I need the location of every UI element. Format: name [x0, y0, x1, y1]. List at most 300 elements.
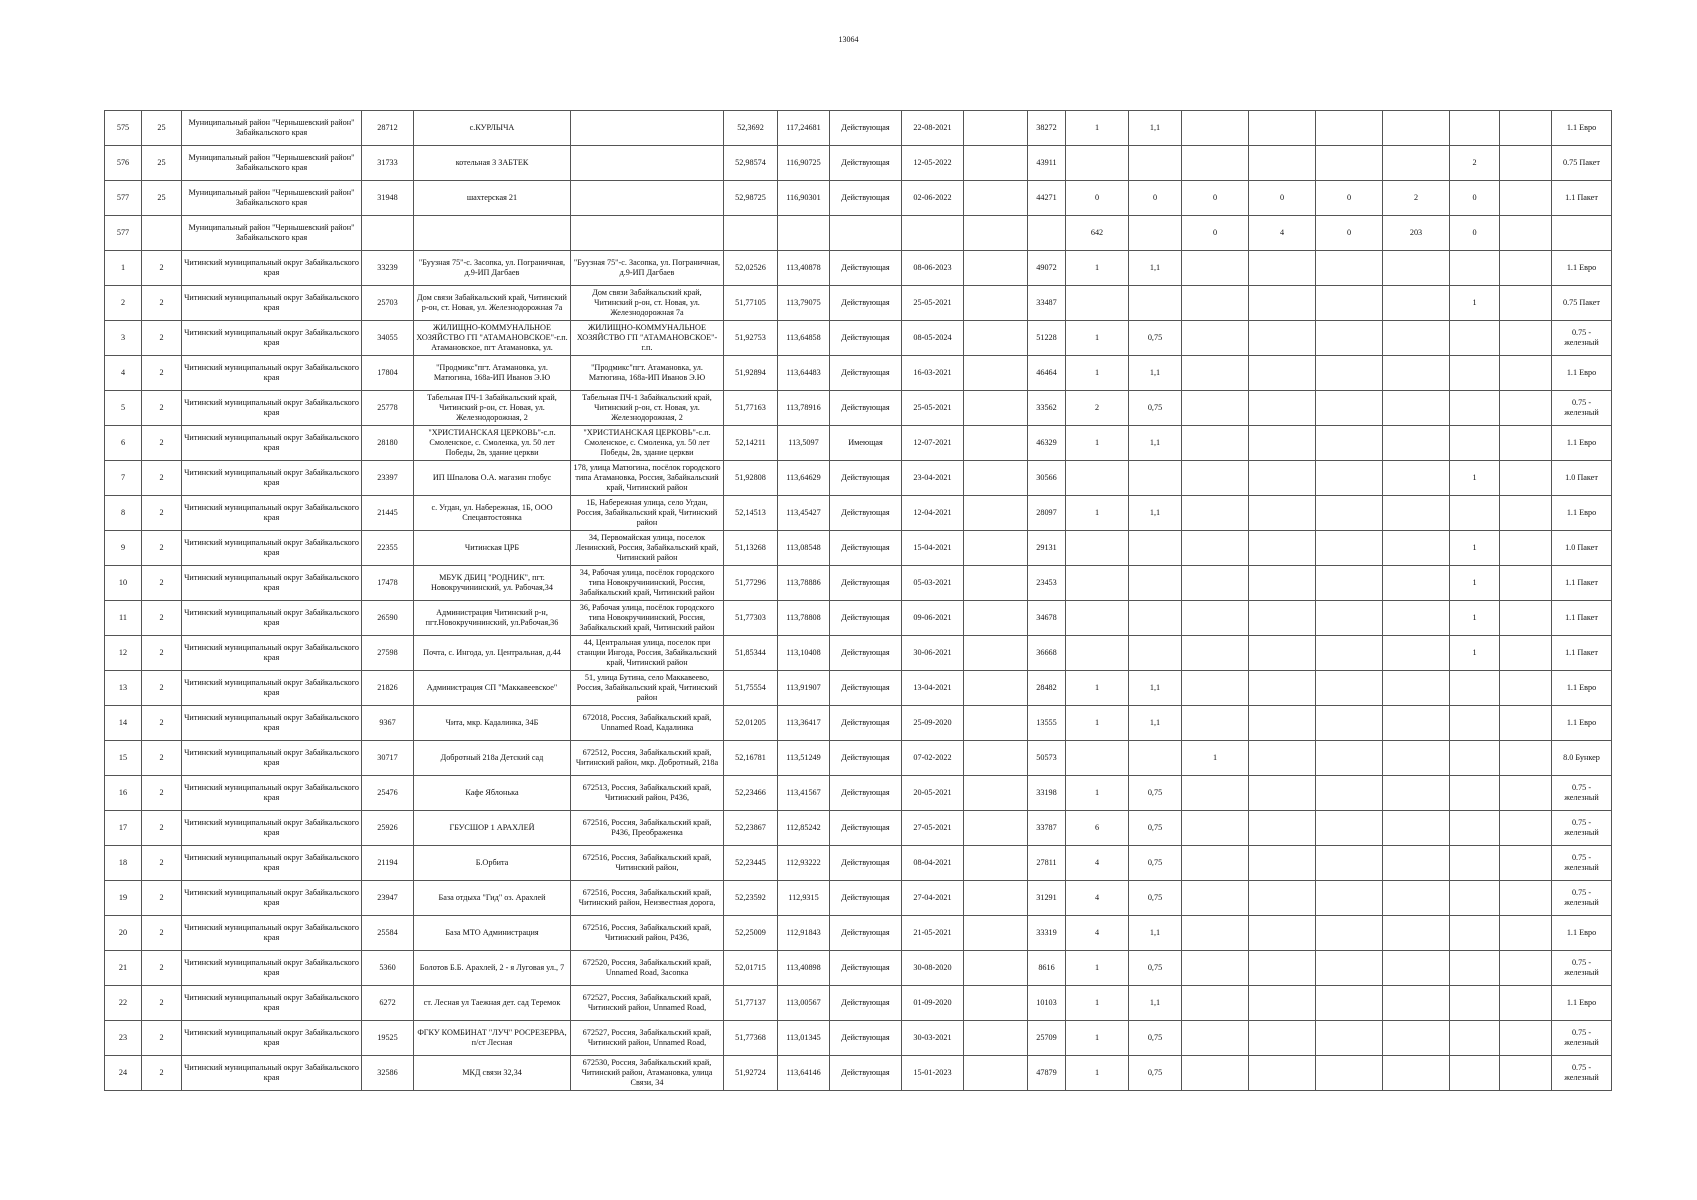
cell-col-o — [1182, 391, 1249, 426]
cell-site-address — [571, 636, 724, 671]
cell-row-number — [105, 566, 142, 601]
cell-col-t — [1500, 461, 1552, 496]
cell-text: 51,77368 — [735, 1033, 766, 1042]
cell-text: 0,75 — [1147, 1033, 1163, 1042]
cell-col-p — [1249, 391, 1316, 426]
cell-text: 1,1 — [1149, 123, 1161, 132]
cell-col-s — [1450, 146, 1500, 181]
cell-site-address — [571, 251, 724, 286]
cell-site-address — [571, 846, 724, 881]
cell-col-r — [1383, 391, 1450, 426]
cell-text: Администрация Читинский р-н, пгт.Новокручининский, ул.Рабочая,36 — [425, 608, 559, 627]
cell-registry-number — [1028, 321, 1066, 356]
cell-text: 1.1 Евро — [1566, 438, 1597, 447]
cell-col-q — [1316, 391, 1383, 426]
cell-col-o — [1182, 951, 1249, 986]
cell-col-r — [1383, 811, 1450, 846]
cell-text: 1.1 Евро — [1566, 508, 1597, 517]
cell-date — [902, 566, 964, 601]
cell-row-number — [105, 671, 142, 706]
cell-registry-number — [1028, 356, 1066, 391]
table-row — [105, 426, 1612, 461]
cell-text: 2 — [1094, 403, 1100, 412]
cell-text: 113,51249 — [786, 753, 821, 762]
cell-text: 113,5097 — [788, 438, 819, 447]
cell-text: 49072 — [1036, 263, 1057, 272]
cell-text: 4 — [1094, 858, 1100, 867]
cell-text: 13-04-2021 — [913, 683, 952, 692]
cell-row-number — [105, 321, 142, 356]
cell-text: 4 — [1094, 928, 1100, 937]
cell-text: 1,1 — [1149, 508, 1161, 517]
cell-registry-number — [1028, 881, 1066, 916]
cell-text: Читинский муниципальный округ Забайкальского края — [184, 818, 359, 837]
cell-date — [902, 321, 964, 356]
cell-col-s — [1450, 321, 1500, 356]
cell-text: 33487 — [1036, 298, 1057, 307]
cell-municipality — [182, 881, 362, 916]
cell-text: 08-05-2024 — [913, 333, 952, 342]
cell-col-o — [1182, 146, 1249, 181]
cell-date — [902, 846, 964, 881]
cell-latitude — [724, 496, 778, 531]
cell-container-volume — [1129, 286, 1182, 321]
cell-col-p — [1249, 601, 1316, 636]
cell-col-p — [1249, 356, 1316, 391]
cell-text: 12-07-2021 — [913, 438, 952, 447]
cell-text: 52,23592 — [735, 893, 766, 902]
cell-text: 09-06-2021 — [913, 613, 952, 622]
cell-container-volume — [1129, 496, 1182, 531]
cell-text: шахтерская 21 — [466, 193, 518, 202]
cell-container-count — [1066, 146, 1129, 181]
cell-container-count — [1066, 951, 1129, 986]
cell-site-name — [414, 286, 571, 321]
cell-date — [902, 286, 964, 321]
cell-text: Читинский муниципальный округ Забайкальского края — [184, 888, 359, 907]
cell-text: 1 — [1472, 473, 1477, 482]
cell-col-r — [1383, 1056, 1450, 1091]
cell-col-o — [1182, 111, 1249, 146]
cell-text: Дом связи Забайкальский край, Читинский р-он, ст. Новая, ул. Железнодорожная 7а — [417, 293, 567, 312]
cell-text: 12 — [118, 648, 128, 657]
cell-col-t — [1500, 706, 1552, 741]
cell-container-type — [1552, 251, 1612, 286]
cell-text: 0 — [1212, 193, 1218, 202]
cell-col-s — [1450, 986, 1500, 1021]
cell-date — [902, 111, 964, 146]
cell-text: 113,78886 — [786, 578, 821, 587]
cell-site-address — [571, 1021, 724, 1056]
cell-text: 34678 — [1036, 613, 1057, 622]
cell-text: 113,64483 — [786, 368, 821, 377]
cell-col-q — [1316, 881, 1383, 916]
cell-col-p — [1249, 811, 1316, 846]
cell-text: 1 — [1472, 543, 1477, 552]
cell-col-r — [1383, 671, 1450, 706]
cell-latitude — [724, 531, 778, 566]
cell-col-r — [1383, 881, 1450, 916]
table-row — [105, 671, 1612, 706]
cell-text: 0.75 - железный — [1564, 328, 1599, 347]
table-row — [105, 636, 1612, 671]
cell-container-type — [1552, 1056, 1612, 1091]
cell-district-code — [142, 286, 182, 321]
cell-site-name — [414, 356, 571, 391]
cell-text: Читинский муниципальный округ Забайкальского края — [184, 433, 359, 452]
cell-container-type — [1552, 916, 1612, 951]
cell-text: 27598 — [377, 648, 398, 657]
cell-longitude — [778, 601, 830, 636]
cell-col-p — [1249, 496, 1316, 531]
cell-site-id — [362, 391, 414, 426]
cell-text: 19525 — [377, 1033, 398, 1042]
cell-text: Кафе Яблонька — [465, 788, 519, 797]
cell-site-address — [571, 951, 724, 986]
cell-blank-a — [964, 811, 1028, 846]
cell-text: 117,24681 — [786, 123, 821, 132]
cell-container-count — [1066, 426, 1129, 461]
cell-text: 0 — [1346, 193, 1352, 202]
cell-text: 34055 — [377, 333, 398, 342]
cell-status — [830, 671, 902, 706]
cell-text: 113,64858 — [786, 333, 821, 342]
cell-text: Добротный 218а Детский сад — [440, 753, 544, 762]
cell-municipality — [182, 1056, 362, 1091]
cell-municipality — [182, 146, 362, 181]
cell-text: 2 — [159, 1033, 164, 1042]
cell-text: 1,1 — [1149, 368, 1161, 377]
cell-text: 113,40878 — [786, 263, 821, 272]
cell-text: 1,1 — [1149, 263, 1161, 272]
cell-blank-a — [964, 636, 1028, 671]
cell-longitude — [778, 181, 830, 216]
cell-col-q — [1316, 601, 1383, 636]
cell-status — [830, 356, 902, 391]
cell-status — [830, 286, 902, 321]
cell-row-number — [105, 286, 142, 321]
cell-text: 30-06-2021 — [913, 648, 952, 657]
cell-text: 21-05-2021 — [913, 928, 952, 937]
cell-site-id — [362, 426, 414, 461]
cell-municipality — [182, 461, 362, 496]
cell-container-count — [1066, 496, 1129, 531]
cell-text: 2 — [159, 683, 164, 692]
cell-blank-a — [964, 321, 1028, 356]
cell-site-address — [571, 741, 724, 776]
cell-col-p — [1249, 776, 1316, 811]
cell-text: Действующая — [841, 648, 890, 657]
cell-text: 672018, Россия, Забайкальский край, Unnamed Road, Кадалинка — [582, 713, 712, 732]
cell-text: Действующая — [841, 298, 890, 307]
cell-col-q — [1316, 251, 1383, 286]
cell-text: 1 — [1094, 368, 1100, 377]
cell-longitude — [778, 356, 830, 391]
cell-blank-a — [964, 986, 1028, 1021]
cell-row-number — [105, 951, 142, 986]
cell-text: 575 — [116, 123, 130, 132]
cell-status — [830, 566, 902, 601]
cell-text: 1 — [1094, 333, 1100, 342]
cell-status — [830, 391, 902, 426]
cell-col-o — [1182, 1056, 1249, 1091]
registry-table — [104, 110, 1612, 1091]
cell-date — [902, 181, 964, 216]
cell-col-o — [1182, 251, 1249, 286]
cell-blank-a — [964, 951, 1028, 986]
cell-site-name — [414, 111, 571, 146]
cell-row-number — [105, 391, 142, 426]
cell-col-r — [1383, 566, 1450, 601]
cell-municipality — [182, 111, 362, 146]
cell-site-name — [414, 706, 571, 741]
cell-blank-a — [964, 916, 1028, 951]
cell-text: 02-06-2022 — [913, 193, 952, 202]
cell-text: 25-09-2020 — [913, 718, 952, 727]
cell-col-o — [1182, 356, 1249, 391]
cell-container-type — [1552, 1021, 1612, 1056]
cell-text: 2 — [159, 718, 164, 727]
cell-text: 0,75 — [1147, 788, 1163, 797]
cell-text: 12-04-2021 — [913, 508, 952, 517]
cell-text: Действующая — [841, 263, 890, 272]
cell-latitude — [724, 916, 778, 951]
cell-district-code — [142, 566, 182, 601]
cell-container-count — [1066, 671, 1129, 706]
cell-text: Действующая — [841, 823, 890, 832]
cell-col-q — [1316, 1021, 1383, 1056]
cell-col-o — [1182, 321, 1249, 356]
cell-latitude — [724, 1021, 778, 1056]
cell-registry-number — [1028, 916, 1066, 951]
cell-col-r — [1383, 461, 1450, 496]
cell-text: Болотов Б.Б. Арахлей, 2 - я Луговая ул., 7 — [419, 963, 565, 972]
cell-longitude — [778, 671, 830, 706]
cell-text: 44, Центральная улица, поселок при станции Ингода, Россия, Забайкальский край, Читинский район — [577, 638, 717, 667]
cell-text: 23-04-2021 — [913, 473, 952, 482]
cell-site-name — [414, 846, 571, 881]
cell-text: ЖИЛИЩНО-КОММУНАЛЬНОЕ ХОЗЯЙСТВО ГП "АТАМАНОВСКОЕ"-г.п. — [576, 323, 718, 352]
cell-site-id — [362, 811, 414, 846]
cell-text: Действующая — [841, 158, 890, 167]
cell-text: 27-04-2021 — [913, 893, 952, 902]
cell-site-id — [362, 356, 414, 391]
cell-site-address — [571, 531, 724, 566]
cell-text: 46464 — [1036, 368, 1057, 377]
cell-blank-a — [964, 741, 1028, 776]
cell-site-id — [362, 496, 414, 531]
cell-registry-number — [1028, 741, 1066, 776]
cell-text: ст. Лесная ул Таежная дет. сад Теремок — [423, 998, 561, 1007]
cell-text: Читинский муниципальный округ Забайкальского края — [184, 643, 359, 662]
cell-text: 17478 — [377, 578, 398, 587]
cell-text: 1 — [1094, 683, 1100, 692]
cell-registry-number — [1028, 216, 1066, 251]
cell-text: 113,01345 — [786, 1033, 821, 1042]
cell-longitude — [778, 496, 830, 531]
cell-status — [830, 881, 902, 916]
cell-blank-a — [964, 881, 1028, 916]
cell-text: 577 — [116, 193, 130, 202]
cell-text: 1 — [1472, 578, 1477, 587]
cell-latitude — [724, 986, 778, 1021]
cell-col-s — [1450, 251, 1500, 286]
cell-district-code — [142, 1056, 182, 1091]
cell-text: 4 — [120, 368, 126, 377]
cell-site-name — [414, 461, 571, 496]
cell-municipality — [182, 496, 362, 531]
cell-text: Действующая — [841, 403, 890, 412]
cell-text: 1.0 Пакет — [1565, 473, 1598, 482]
cell-text: Читинский муниципальный округ Забайкальского края — [184, 958, 359, 977]
table-row — [105, 391, 1612, 426]
cell-col-s — [1450, 566, 1500, 601]
cell-site-address — [571, 496, 724, 531]
cell-text: 672513, Россия, Забайкальский край, Читинский район, Р436, — [582, 783, 712, 802]
cell-text: 116,90301 — [786, 193, 821, 202]
cell-text: 113,78916 — [786, 403, 821, 412]
cell-municipality — [182, 706, 362, 741]
cell-text: 0.75 - железный — [1564, 958, 1599, 977]
cell-container-count — [1066, 531, 1129, 566]
cell-col-s — [1450, 461, 1500, 496]
cell-blank-a — [964, 1056, 1028, 1091]
cell-col-o — [1182, 181, 1249, 216]
cell-site-id — [362, 181, 414, 216]
cell-latitude — [724, 811, 778, 846]
cell-col-q — [1316, 286, 1383, 321]
cell-col-q — [1316, 146, 1383, 181]
cell-text: 672512, Россия, Забайкальский край, Читинский район, мкр. Добротный, 218а — [575, 748, 719, 767]
cell-container-type — [1552, 356, 1612, 391]
cell-text: 1.1 Евро — [1566, 928, 1597, 937]
cell-text: 672527, Россия, Забайкальский край, Читинский район, Unnamed Road, — [582, 1028, 712, 1047]
page-number: 13064 — [838, 35, 859, 44]
cell-container-volume — [1129, 741, 1182, 776]
cell-container-type — [1552, 881, 1612, 916]
cell-row-number — [105, 146, 142, 181]
cell-text: Действующая — [841, 1033, 890, 1042]
cell-col-p — [1249, 426, 1316, 461]
cell-text: 4 — [1279, 228, 1285, 237]
cell-col-q — [1316, 1056, 1383, 1091]
table-row — [105, 846, 1612, 881]
cell-col-r — [1383, 706, 1450, 741]
cell-col-p — [1249, 111, 1316, 146]
cell-longitude — [778, 881, 830, 916]
cell-site-id — [362, 601, 414, 636]
cell-container-count — [1066, 251, 1129, 286]
cell-longitude — [778, 1021, 830, 1056]
cell-text: 113,64146 — [786, 1068, 821, 1077]
cell-col-p — [1249, 671, 1316, 706]
cell-text: Действующая — [841, 368, 890, 377]
cell-longitude — [778, 986, 830, 1021]
cell-text: 26590 — [377, 613, 398, 622]
cell-text: 1 — [1094, 788, 1100, 797]
cell-municipality — [182, 566, 362, 601]
cell-registry-number — [1028, 1056, 1066, 1091]
cell-container-type — [1552, 636, 1612, 671]
cell-text: Читинский муниципальный округ Забайкальского края — [184, 398, 359, 417]
cell-col-t — [1500, 881, 1552, 916]
cell-row-number — [105, 1056, 142, 1091]
cell-text: 28097 — [1036, 508, 1057, 517]
cell-container-type — [1552, 776, 1612, 811]
cell-text: 8616 — [1038, 963, 1055, 972]
cell-text: "ХРИСТИАНСКАЯ ЦЕРКОВЬ"-с.п. Смоленское, с. Смоленка, ул. 50 лет Победы, 2в, здание церкви — [583, 428, 711, 457]
cell-district-code — [142, 461, 182, 496]
cell-col-o — [1182, 916, 1249, 951]
cell-district-code — [142, 531, 182, 566]
cell-col-q — [1316, 671, 1383, 706]
cell-container-count — [1066, 601, 1129, 636]
cell-text: Читинский муниципальный округ Забайкальского края — [184, 468, 359, 487]
cell-site-address — [571, 461, 724, 496]
cell-site-id — [362, 286, 414, 321]
cell-site-name — [414, 601, 571, 636]
cell-text: 0,75 — [1147, 963, 1163, 972]
cell-district-code — [142, 601, 182, 636]
cell-text: 2 — [159, 403, 164, 412]
cell-text: 672516, Россия, Забайкальский край, Читинский район, — [582, 853, 712, 872]
cell-text: 1 — [1094, 718, 1100, 727]
cell-text: 25709 — [1036, 1033, 1057, 1042]
cell-col-s — [1450, 216, 1500, 251]
cell-municipality — [182, 811, 362, 846]
cell-text: 113,40898 — [786, 963, 821, 972]
cell-text: Читинский муниципальный округ Забайкальского края — [184, 293, 359, 312]
cell-text: 2 — [120, 298, 126, 307]
cell-row-number — [105, 776, 142, 811]
cell-text: 5 — [120, 403, 126, 412]
cell-col-o — [1182, 461, 1249, 496]
cell-col-s — [1450, 1056, 1500, 1091]
cell-status — [830, 1056, 902, 1091]
table-row — [105, 461, 1612, 496]
cell-container-type — [1552, 986, 1612, 1021]
cell-text: 1,1 — [1149, 683, 1161, 692]
cell-text: ЖИЛИЩНО-КОММУНАЛЬНОЕ ХОЗЯЙСТВО ГП "АТАМАНОВСКОЕ"-г.п. Атамановское, пгт Атамановка, ул. — [416, 323, 568, 352]
cell-text: 0.75 - железный — [1564, 398, 1599, 417]
cell-text: 0 — [1472, 228, 1477, 237]
cell-text: Читинский муниципальный округ Забайкальского края — [184, 1063, 359, 1082]
cell-container-volume — [1129, 1056, 1182, 1091]
cell-latitude — [724, 251, 778, 286]
cell-site-address — [571, 426, 724, 461]
cell-blank-a — [964, 531, 1028, 566]
cell-site-name — [414, 916, 571, 951]
cell-text: 52,23445 — [735, 858, 766, 867]
cell-latitude — [724, 741, 778, 776]
cell-col-p — [1249, 531, 1316, 566]
cell-site-address — [571, 566, 724, 601]
cell-text: 113,91907 — [786, 683, 821, 692]
cell-district-code — [142, 986, 182, 1021]
cell-longitude — [778, 916, 830, 951]
cell-row-number — [105, 741, 142, 776]
cell-text: База МТО Администрация — [445, 928, 539, 937]
cell-site-address — [571, 356, 724, 391]
cell-text: Читинский муниципальный округ Забайкальского края — [184, 608, 359, 627]
cell-site-id — [362, 531, 414, 566]
cell-container-count — [1066, 181, 1129, 216]
cell-text: 51,92894 — [735, 368, 766, 377]
cell-text: Табельная ПЧ-1 Забайкальский край, Читинский р-он, ст. Новая, ул. Железнодорожная, 2 — [427, 393, 557, 422]
cell-text: 0,75 — [1147, 333, 1163, 342]
cell-text: 14 — [118, 718, 128, 727]
cell-municipality — [182, 951, 362, 986]
